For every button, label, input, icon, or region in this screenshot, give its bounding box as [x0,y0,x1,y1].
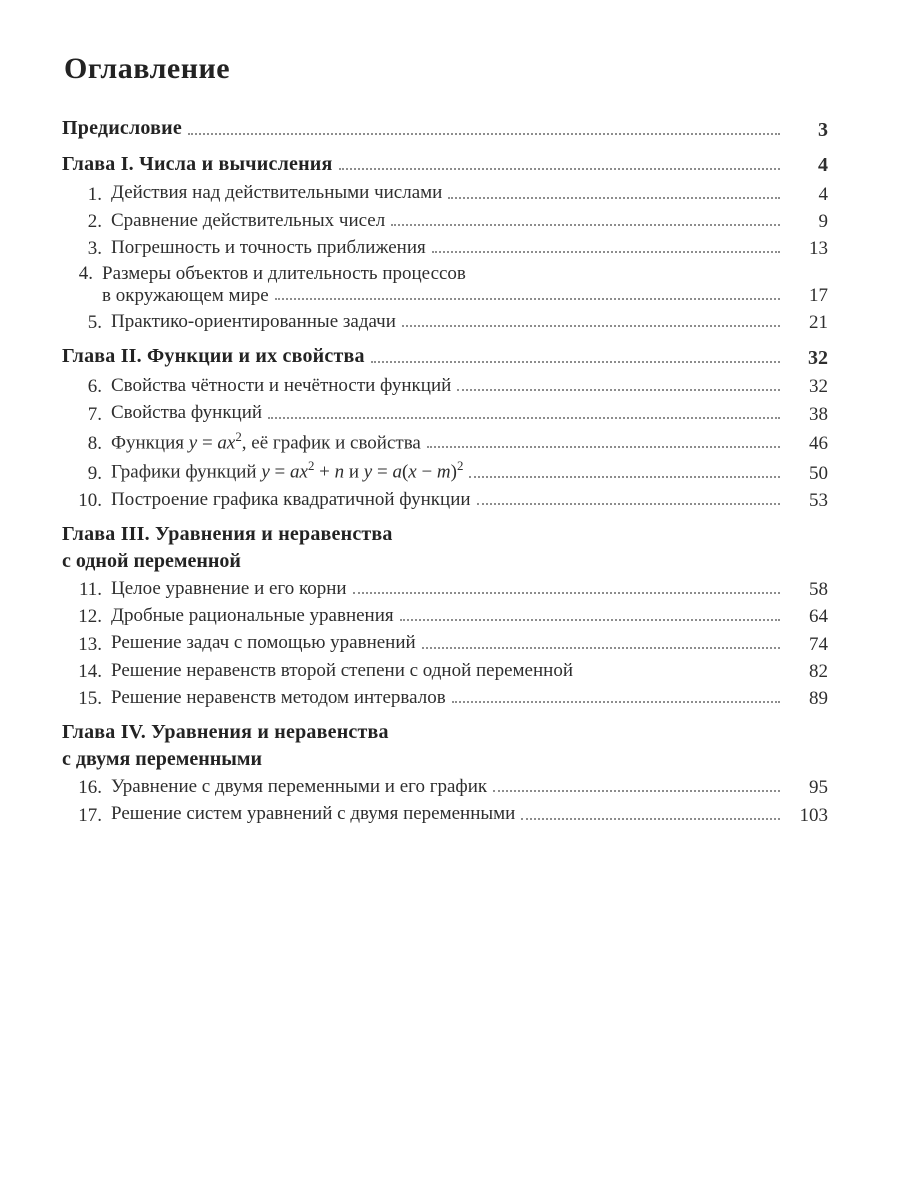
toc-entry-11[interactable] [62,577,828,601]
toc-entry-label: Действия над действительными числами [111,182,443,204]
toc-entry-label: Уравнение с двумя переменными и его график [111,776,488,797]
toc-entry-page: 38 [809,403,828,425]
toc-entry-page: 4 [818,183,828,205]
toc-entry-8[interactable] [62,429,828,456]
toc-entry-page: 89 [809,688,828,710]
toc-chapter-page: 4 [818,154,828,177]
toc-entry-page: 17 [809,285,828,307]
toc-entry-5[interactable] [62,310,828,334]
toc-entry-label: Построение графика квадратичной функции [111,488,471,510]
toc-chapter-label-line2: с двумя переменными [62,748,262,770]
toc-chapter-4[interactable] [62,720,828,771]
toc-entry-page: 32 [809,376,828,398]
toc-entry-label: Функция $y = ax^2$, её график и свойства [111,428,421,453]
toc-entry-number: 16. [78,777,102,799]
leader-dots [371,360,780,363]
toc-entry-page: 103 [799,804,828,826]
toc-entry-9[interactable] [62,458,828,485]
leader-dots [521,817,780,820]
toc-entry-number: 7. [87,403,102,425]
leader-dots [493,789,780,792]
toc-entry-label: Решение неравенств второй степени с одной переменной [111,659,573,681]
leader-dots [275,297,780,300]
toc-entry-number: 6. [87,376,102,398]
leader-dots [400,618,780,621]
toc-entry-label: Сравнение действительных чисел [111,209,386,231]
toc-entry-16[interactable] [62,775,828,799]
toc-entry-number: 11. [78,579,102,601]
toc-entry-page: 50 [809,462,828,484]
toc-chapter-label: Глава I. Числа и вычисления [62,152,333,175]
leader-dots [188,132,780,135]
toc-entry-label: Целое уравнение и его корни [111,577,347,599]
toc-entry-label: Графики функций $y = ax^2 + n$ и $y = a(x - m)^2$ [111,458,464,483]
toc-chapter-page: 32 [808,347,828,370]
leader-dots [457,388,780,391]
toc-entry-number: 17. [78,804,102,826]
toc-entry-page: 53 [809,490,828,512]
toc-entry-page: 95 [809,777,828,799]
toc-chapter-1[interactable] [62,152,828,178]
toc-entry-1[interactable] [62,181,828,205]
toc-entry-10[interactable] [62,488,828,512]
toc-entry-page: 58 [809,579,828,601]
toc-entry-14[interactable] [62,659,828,683]
toc-entry-12[interactable] [62,604,828,628]
toc-entry-label: Свойства функций [111,402,263,424]
toc-chapter-label-line1: Глава III. Уравнения и неравенства [62,523,393,546]
toc-entry-body [102,263,828,307]
toc-entry-page: 9 [818,210,828,232]
leader-dots [427,445,780,448]
leader-dots [339,167,780,170]
toc-entry-label: Решение задач с помощью уравнений [111,632,416,654]
leader-dots [477,502,780,505]
toc-entry-label-line1: Размеры объектов и длительность процессов [102,263,466,285]
toc-chapter-line1 [62,522,828,548]
toc-entry-page: 3 [818,118,828,141]
toc-entry-number: 4. [78,263,93,285]
toc-chapter-3[interactable] [62,522,828,573]
toc-entry-page: 74 [809,633,828,655]
toc-entry-number: 9. [87,462,102,484]
toc-entry-preface[interactable] [62,116,828,142]
toc-entry-number: 12. [78,606,102,628]
toc-entry-number: 8. [87,433,102,455]
leader-dots [422,646,780,649]
toc-entry-15[interactable] [62,686,828,710]
leader-dots [353,591,780,594]
toc-entry-number: 2. [87,210,102,232]
leader-dots [402,324,780,327]
toc-entry-17[interactable] [62,802,828,826]
toc-entry-label: Практико-ориентированные задачи [111,311,396,333]
leader-dots [448,196,780,199]
toc-entry-4[interactable] [62,263,828,307]
toc-entry-13[interactable] [62,631,828,655]
toc-entry-label: Предисловие [62,117,182,139]
toc-entry-number: 13. [78,633,102,655]
toc-entry-3[interactable] [62,236,828,260]
toc-entry-page: 46 [809,433,828,455]
toc-chapter-label-line2: с одной переменной [62,549,241,572]
toc-entry-label: Свойства чётности и нечётности функций [111,375,452,397]
toc-chapter-2[interactable] [62,344,828,370]
toc-entry-number: 3. [87,238,102,260]
toc-chapter-line1 [62,720,828,746]
toc-entry-7[interactable] [62,401,828,425]
toc-entry-number: 5. [87,312,102,334]
toc-entry-number: 1. [87,183,102,205]
toc-list [62,116,828,827]
toc-entry-page: 13 [809,238,828,260]
page-title: Оглавление [64,52,231,85]
toc-entry-line2 [102,285,828,307]
leader-dots [391,223,780,226]
toc-chapter-label: Глава II. Функции и их свойства [62,345,365,368]
toc-entry-2[interactable] [62,209,828,233]
toc-entry-label-line2: в окружающем мире [102,285,269,307]
toc-entry-number: 10. [78,490,102,512]
toc-chapter-label-line1: Глава IV. Уравнения и неравенства [62,721,389,744]
toc-entry-label: Дробные рациональные уравнения [111,605,394,627]
toc-entry-label: Погрешность и точность приближения [111,236,426,258]
toc-entry-number: 14. [78,661,102,683]
toc-entry-number: 15. [78,688,102,710]
leader-dots [452,700,780,703]
toc-entry-label: Решение систем уравнений с двумя переменными [111,803,516,825]
toc-entry-label: Решение неравенств методом интервалов [111,687,446,709]
toc-entry-page: 21 [809,312,828,334]
leader-dots [432,250,780,253]
toc-entry-6[interactable] [62,374,828,398]
toc-entry-page: 64 [809,606,828,628]
leader-dots [579,675,780,676]
leader-dots [469,475,780,478]
toc-entry-page: 82 [809,661,828,683]
leader-dots [268,416,780,419]
